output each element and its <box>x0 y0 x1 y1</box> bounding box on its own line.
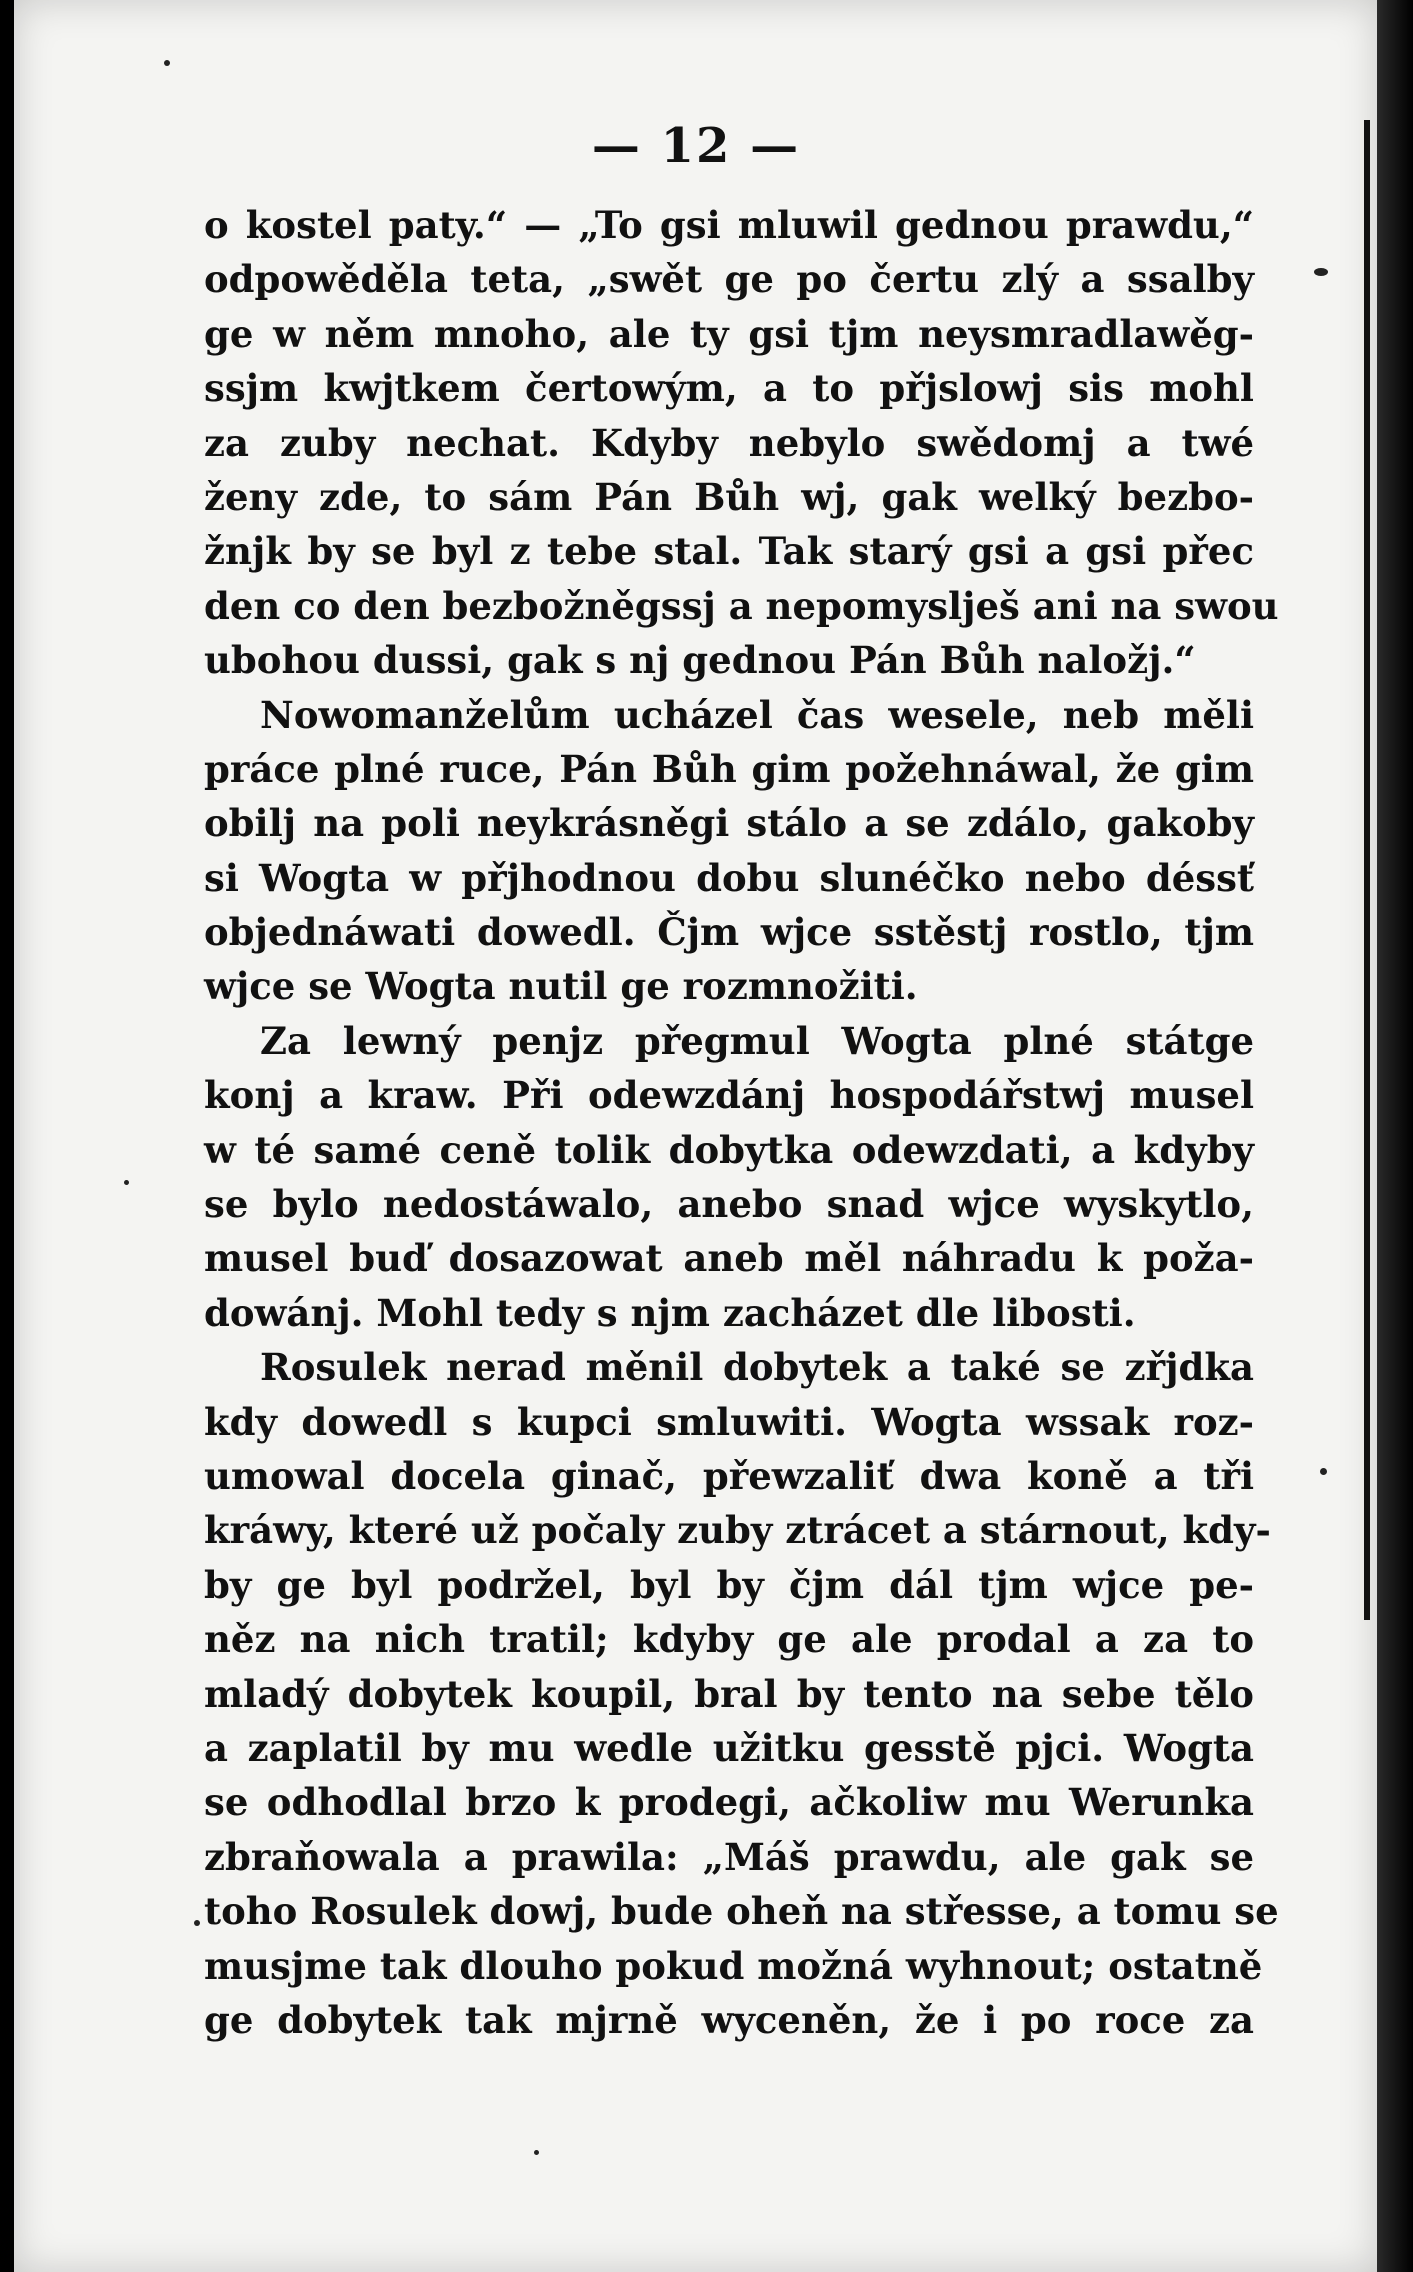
text-line: ge dobytek tak mjrně wyceněn, že i po roce za <box>204 1997 1254 2042</box>
body-text <box>204 198 1279 2047</box>
text-line: o kostel paty.“ — „To gsi mluwil gednou prawdu,“ <box>204 203 1254 247</box>
text-line: Rosulek nerad měnil dobytek a také se zřjdka <box>260 1345 1254 1390</box>
ink-speck <box>534 2150 539 2155</box>
ink-speck <box>1320 1468 1327 1475</box>
ink-speck <box>1314 268 1328 276</box>
text-line: odpowěděla teta, „swět ge po čertu zlý a ssalby <box>204 257 1254 302</box>
text-line: ssjm kwjtkem čertowým, a to přjslowj sis mohl <box>204 366 1254 411</box>
text-line: wjce se Wogta nutil ge rozmnožiti. <box>204 964 918 1009</box>
text-line: konj a kraw. Při odewzdánj hospodářstwj musel <box>204 1073 1254 1118</box>
text-line: zbraňowala a prawila: „Máš prawdu, ale gak se <box>204 1834 1254 1879</box>
text-line: se odhodlal brzo k prodegi, ačkoliw mu Werunka <box>204 1780 1254 1825</box>
text-line: ženy zde, to sám Pán Bůh wj, gak welký bezbo- <box>204 474 1254 519</box>
text-line: ubohou dussi, gak s nj gednou Pán Bůh naložj.“ <box>204 638 1196 683</box>
text-line: den co den bezbožněgssj a nepomyslješ ani na swou <box>204 583 1279 628</box>
text-line: za zuby nechat. Kdyby nebylo swědomj a twé <box>204 420 1254 465</box>
page-number: — 12 — <box>591 118 801 174</box>
text-line: žnjk by se byl z tebe stal. Tak starý gsi a gsi přec <box>204 529 1254 574</box>
text-line: by ge byl podržel, byl by čjm dál tjm wjce pe- <box>204 1562 1254 1607</box>
text-line: musjme tak dlouho pokud možná wyhnout; ostatně <box>204 1943 1263 1988</box>
text-line: práce plné ruce, Pán Bůh gim požehnáwal, že gim <box>204 746 1254 791</box>
text-line: se bylo nedostáwalo, anebo snad wjce wyskytlo, <box>204 1182 1254 1227</box>
text-line: ge w něm mnoho, ale ty gsi tjm neysmradlawěg- <box>204 311 1254 356</box>
text-line: obilj na poli neykrásněgi stálo a se zdálo, gakoby <box>204 801 1254 846</box>
ink-speck <box>124 1180 129 1185</box>
text-line: mladý dobytek koupil, bral by tento na sebe tělo <box>204 1671 1254 1716</box>
text-line: si Wogta w přjhodnou dobu slunéčko nebo déssť <box>204 855 1254 900</box>
page-edge-line <box>1364 120 1370 1620</box>
text-line: dowánj. Mohl tedy s njm zacházet dle libosti. <box>204 1290 1136 1335</box>
text-line: musel buď dosazowat aneb měl náhradu k poža- <box>204 1236 1254 1281</box>
text-line: toho Rosulek dowj, bude oheň na střesse, a tomu se <box>204 1889 1279 1934</box>
text-line: a zaplatil by mu wedle užitku gesstě pjci. Wogta <box>204 1725 1254 1770</box>
text-line: w té samé ceně tolik dobytka odewzdati, a kdyby <box>204 1127 1254 1172</box>
text-line: kdy dowedl s kupci smluwiti. Wogta wssak roz- <box>204 1399 1254 1444</box>
text-line: objednáwati dowedl. Čjm wjce sstěstj rostlo, tjm <box>204 910 1254 955</box>
page-edge-shadow <box>1377 0 1413 2272</box>
text-line: kráwy, které už počaly zuby ztrácet a stárnout, kdy- <box>204 1508 1271 1553</box>
ink-speck <box>164 60 170 66</box>
text-line: něz na nich tratil; kdyby ge ale prodal a za to <box>204 1617 1254 1662</box>
ink-speck <box>194 1920 200 1926</box>
book-page <box>14 0 1378 2272</box>
text-line: Za lewný penjz přegmul Wogta plné státge <box>260 1018 1254 1063</box>
text-line: Nowomanželům ucházel čas wesele, neb měli <box>260 692 1254 737</box>
text-line: umowal docela ginač, přewzaliť dwa koně a tři <box>204 1453 1254 1498</box>
